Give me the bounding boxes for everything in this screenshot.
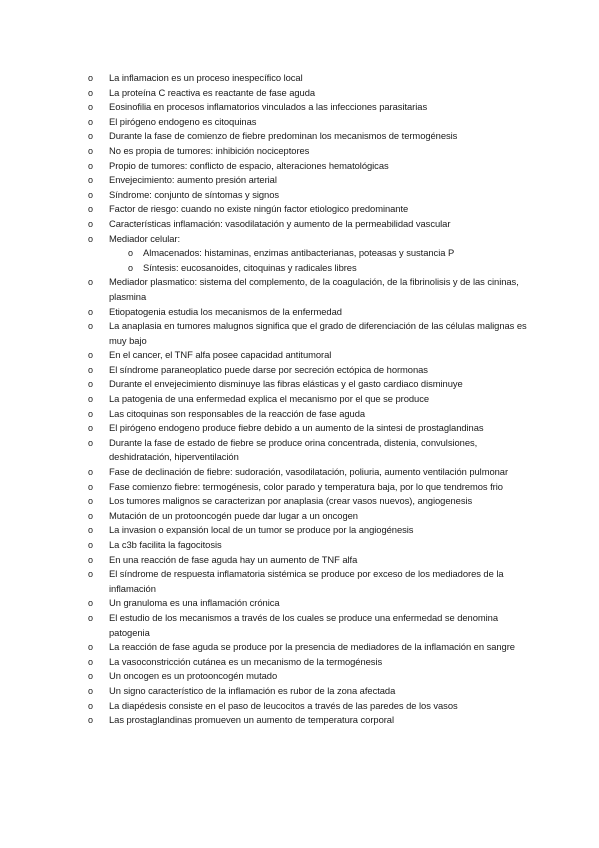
list-item-text: No es propia de tumores: inhibición nociceptores	[109, 144, 310, 156]
list-item-text: Las prostaglandinas promueven un aumento de temperatura corporal	[109, 714, 394, 726]
bullet-marker: o	[88, 423, 93, 434]
bullet-marker: o	[128, 248, 133, 259]
sub-list-item-text: Síntesis: eucosanoides, citoquinas y radicales libres	[143, 261, 357, 273]
list-item-text: Los tumores malignos se caracterizan por anaplasia (crear vasos nuevos), angiogenesis	[109, 495, 473, 507]
bullet-marker: o	[128, 262, 133, 273]
list-item	[88, 596, 528, 611]
list-item-text: El síndrome paraneoplatico puede darse por secreción ectópica de hormonas	[109, 363, 428, 375]
bullet-marker: o	[88, 612, 93, 623]
list-item	[88, 217, 528, 232]
bullet-marker: o	[88, 204, 93, 215]
list-item	[88, 144, 528, 159]
list-item	[88, 480, 528, 495]
list-item	[88, 173, 528, 188]
list-item-text: Envejecimiento: aumento presión arterial	[109, 174, 277, 186]
bullet-marker: o	[88, 233, 93, 244]
list-item	[88, 611, 528, 640]
bullet-marker: o	[88, 656, 93, 667]
list-item	[88, 348, 528, 363]
bullet-marker: o	[88, 364, 93, 375]
list-item-text: Un granuloma es una inflamación crónica	[109, 597, 280, 609]
bullet-marker: o	[88, 481, 93, 492]
bullet-marker: o	[88, 598, 93, 609]
list-item	[88, 713, 528, 728]
bullet-marker: o	[88, 306, 93, 317]
bullet-marker: o	[88, 131, 93, 142]
bullet-marker: o	[88, 685, 93, 696]
list-item-text: El estudio de los mecanismos a través de los cuales se produce una enfermedad se denomina patogenia	[109, 611, 499, 638]
list-item-text: La c3b facilita la fagocitosis	[109, 539, 222, 550]
sub-list-item	[128, 261, 528, 276]
list-item	[88, 100, 528, 115]
list-item-text: Durante la fase de comienzo de fiebre predominan los mecanismos de termogénesis	[109, 130, 458, 142]
list-item	[88, 202, 528, 217]
bullet-marker: o	[88, 189, 93, 200]
bullet-marker: o	[88, 569, 93, 580]
list-item-text: Mutación de un protooncogén puede dar lugar a un oncogen	[109, 509, 358, 521]
bullet-marker: o	[88, 394, 93, 405]
list-item	[88, 436, 528, 465]
list-item-text: La inflamacion es un proceso inespecífico local	[109, 72, 303, 83]
sub-list-item-text: Almacenados: histaminas, enzimas antibacterianas, poteasas y sustancia P	[143, 247, 455, 259]
list-item-text: La proteína C reactiva es reactante de fase aguda	[109, 86, 316, 98]
list-item	[88, 421, 528, 436]
bullet-marker: o	[88, 379, 93, 390]
list-item-text: La invasion o expansión local de un tumor se produce por la angiogénesis	[109, 524, 414, 536]
bullet-marker: o	[88, 700, 93, 711]
sub-list-item	[128, 246, 528, 261]
list-item-text: El pirógeno endogeno es citoquinas	[109, 115, 257, 127]
bullet-marker: o	[88, 73, 93, 83]
list-item	[88, 538, 528, 553]
list-item-text: El síndrome de respuesta inflamatoria sistémica se produce por exceso de los mediadores de la inflamación	[109, 568, 504, 594]
list-item	[88, 86, 528, 101]
list-item	[88, 363, 528, 378]
list-item-text: La anaplasia en tumores malugnos significa que el grado de diferenciación de las células malignas es muy bajo	[109, 320, 527, 346]
bullet-marker: o	[88, 160, 93, 171]
list-item-text: La vasoconstricción cutánea es un mecanismo de la termogénesis	[109, 655, 383, 667]
list-item-text: Fase comienzo fiebre: termogénesis, color parado y temperatura baja, por lo que tendremos frio	[109, 480, 503, 492]
list-item-text: Eosinofilia en procesos inflamatorios vinculados a las infecciones parasitarias	[109, 101, 428, 113]
list-item	[88, 509, 528, 524]
bullet-marker: o	[88, 642, 93, 653]
bullet-marker: o	[88, 525, 93, 536]
bullet-marker: o	[88, 540, 93, 550]
bullet-marker: o	[88, 277, 93, 288]
list-item	[88, 407, 528, 422]
list-item	[88, 377, 528, 392]
list-item	[88, 71, 528, 86]
list-item	[88, 392, 528, 407]
list-item-text: Factor de riesgo: cuando no existe ningún factor etiologico predominante	[109, 203, 409, 215]
list-item-text: En una reacción de fase aguda hay un aumento de TNF alfa	[109, 553, 358, 565]
bullet-marker: o	[88, 715, 93, 726]
list-item	[88, 159, 528, 174]
list-item	[88, 640, 528, 655]
list-item	[88, 305, 528, 320]
bullet-marker: o	[88, 437, 93, 448]
list-item-text: Mediador plasmatico: sistema del complemento, de la coagulación, de la fibrinolisis y de las cininas, plasmina	[109, 276, 519, 302]
list-item-text: Propio de tumores: conflicto de espacio, alteraciones hematológicas	[109, 159, 389, 171]
list-item	[88, 129, 528, 144]
bullet-list	[88, 71, 528, 728]
list-item	[88, 115, 528, 130]
bullet-marker: o	[88, 321, 93, 332]
list-item-text: Un oncogen es un protooncogén mutado	[109, 670, 278, 682]
list-item	[88, 655, 528, 670]
list-item	[88, 684, 528, 699]
list-item-text: Características inflamación: vasodilatación y aumento de la permeabilidad vascular	[109, 217, 451, 229]
list-item	[88, 669, 528, 684]
bullet-marker: o	[88, 218, 93, 229]
list-item	[88, 232, 528, 276]
sub-list	[109, 246, 528, 275]
list-item-text: La patogenia de una enfermedad explica el mecanismo por el que se produce	[109, 393, 430, 405]
list-item-text: Mediador celular:	[109, 232, 181, 244]
list-item	[88, 699, 528, 714]
list-item-text: Durante la fase de estado de fiebre se produce orina concentrada, distenia, convulsiones, deshidratación, hiperventilación	[109, 436, 478, 463]
list-item	[88, 319, 528, 348]
bullet-marker: o	[88, 116, 93, 127]
list-item-text: Durante el envejecimiento disminuye las fibras elásticas y el gasto cardiaco disminuye	[109, 378, 463, 390]
list-item	[88, 188, 528, 203]
bullet-marker: o	[88, 510, 93, 521]
list-item-text: Un signo característico de la inflamación es rubor de la zona afectada	[109, 684, 396, 696]
list-item	[88, 275, 528, 304]
list-item-text: La diapédesis consiste en el paso de leucocitos a través de las paredes de los vasos	[109, 699, 458, 711]
list-item-text: Síndrome: conjunto de síntomas y signos	[109, 188, 280, 200]
bullet-marker: o	[88, 408, 93, 419]
list-item	[88, 553, 528, 568]
list-item-text: Etiopatogenia estudia los mecanismos de la enfermedad	[109, 305, 342, 317]
list-item	[88, 523, 528, 538]
bullet-marker: o	[88, 87, 93, 98]
list-item-text: El pirógeno endogeno produce fiebre debido a un aumento de la sintesi de prostaglandinas	[109, 422, 484, 434]
bullet-marker: o	[88, 554, 93, 565]
bullet-marker: o	[88, 102, 93, 113]
list-item	[88, 465, 528, 480]
list-item	[88, 494, 528, 509]
bullet-marker: o	[88, 145, 93, 156]
bullet-marker: o	[88, 671, 93, 682]
bullet-marker: o	[88, 467, 93, 478]
list-item-text: La reacción de fase aguda se produce por la presencia de mediadores de la inflamación en sangre	[109, 641, 515, 653]
bullet-marker: o	[88, 175, 93, 186]
bullet-marker: o	[88, 350, 93, 361]
list-item-text: En el cancer, el TNF alfa posee capacidad antitumoral	[109, 349, 332, 361]
list-item-text: Las citoquinas son responsables de la reacción de fase aguda	[109, 407, 366, 419]
bullet-marker: o	[88, 496, 93, 507]
list-item	[88, 567, 528, 596]
list-item-text: Fase de declinación de fiebre: sudoración, vasodilatación, poliuria, aumento ventilación pulmonar	[109, 466, 509, 478]
